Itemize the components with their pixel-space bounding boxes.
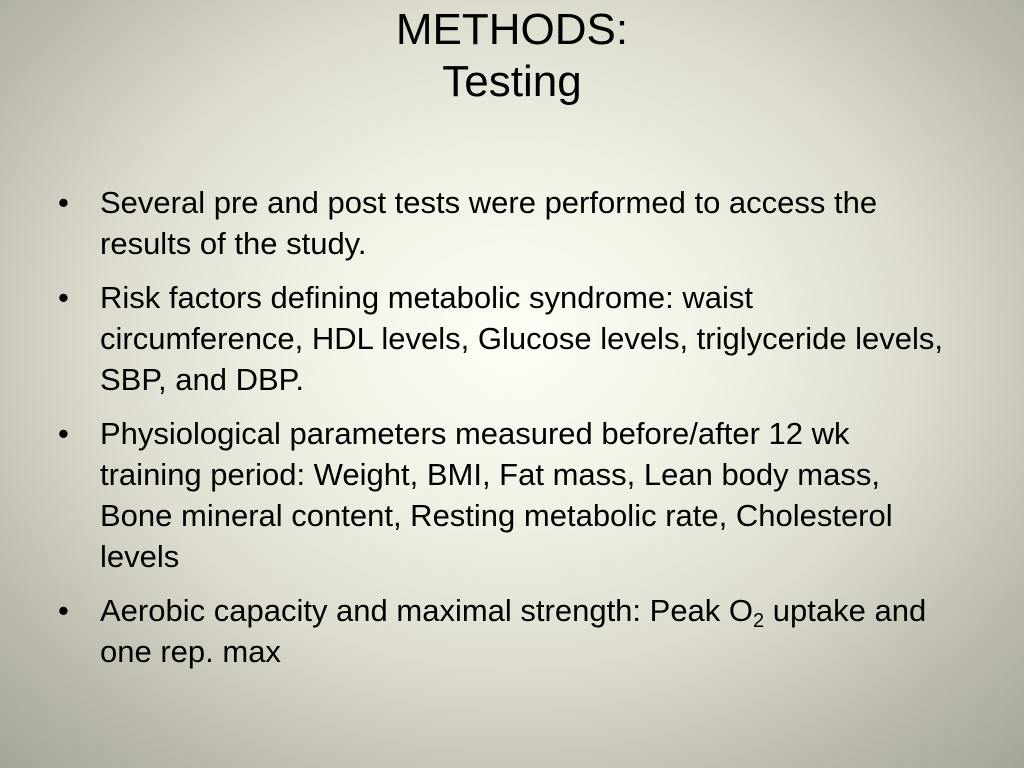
bullet-item [58,182,958,264]
bullet-text-part: uptake and one rep. max [100,593,927,669]
bullet-point-icon: • [58,185,69,220]
bullet-item [58,277,958,400]
bullet-point-icon: • [58,593,69,628]
bullet-text: Risk factors defining metabolic syndrome: waist circumference, HDL levels, Glucose levels, triglyceride levels, SBP, and DBP. [100,280,944,397]
bullet-text-part: Aerobic capacity and maximal strength: Peak O [100,593,754,628]
slide-title-line-2: Testing [442,57,582,106]
bullet-item [58,413,958,577]
slide-title [0,4,1024,108]
bullet-list [58,182,958,685]
bullet-point-icon: • [58,416,69,451]
subscript-text: 2 [753,610,765,632]
bullet-item [58,590,958,672]
bullet-text: Several pre and post tests were performed to access the results of the study. [100,185,878,261]
bullet-text: Physiological parameters measured before/after 12 wk training period: Weight, BMI, Fat mass, Lean body mass, Bone mineral content, Resting metabolic rate, Cholesterol levels [100,416,893,574]
slide-title-line-1: METHODS: [395,5,629,54]
bullet-text [100,593,926,669]
bullet-point-icon: • [58,280,69,315]
